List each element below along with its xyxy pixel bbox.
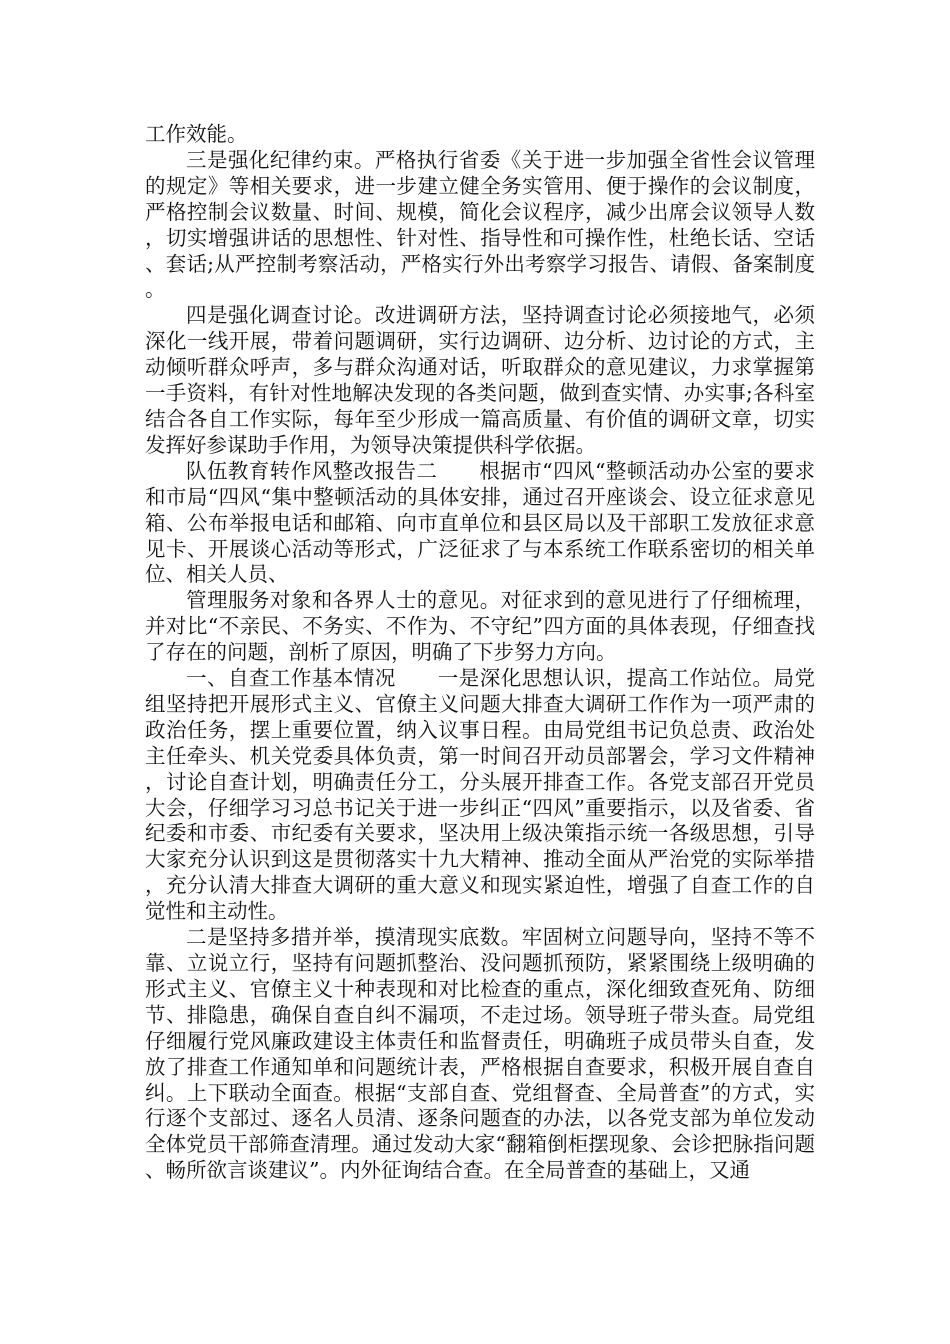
paragraph-self-check-overview: 一、自查工作基本情况 一是深化思想认识，提高工作站位。局党组坚持把开展形式主义、官僚主义问题大排查大调研工作作为一项严肃的政治任务，摆上重要位置，纳入议事日程。由局党组书记负总责、政治处主任牵头、机关党委具体负责，第一时间召开动员部署会，学习文件精神，讨论自查计划，明确责任分工，分头展开排查工作。各党支部召开党员大会，仔细学习习总书记关于进一步纠正“四风”重要指示，以及省委、省纪委和市委、市纪委有关要求，坚决用上级决策指示统一各级思想，引导大家充分认识到这是贯彻落实十九大精神、推动全面从严治党的实际举措，充分认清大排查大调研的重大意义和现实紧迫性，增强了自查工作的自觉性和主动性。 [145,666,815,924]
paragraph-discipline: 三是强化纪律约束。严格执行省委《关于进一步加强全省性会议管理的规定》等相关要求，进一步建立健全务实管用、便于操作的会议制度，严格控制会议数量、时间、规模，简化会议程序，减少出席会议领导人数，切实增强讲话的思想性、针对性、指导性和可操作性，杜绝长话、空话、套话;从严控制考察活动，严格实行外出考察学习报告、请假、备案制度。 [145,147,815,302]
paragraph-work-efficiency: 工作效能。 [145,122,248,146]
document-body [145,122,815,1184]
paragraph-report-two-intro: 队伍教育转作风整改报告二 根据市“四风“整顿活动办公室的要求和市局“四风“集中整顿活动的具体安排，通过召开座谈会、设立征求意见箱、公布举报电话和邮箱、向市直单位和县区局以及干部职工发放征求意见卡、开展谈心活动等形式，广泛征求了与本系统工作联系密切的相关单位、相关人员、 [145,458,815,587]
paragraph-investigation: 四是强化调查讨论。改进调研方法，坚持调查讨论必须接地气，必须深化一线开展，带着问题调研，实行边调研、边分析、边讨论的方式，主动倾听群众呼声，多与群众沟通对话，听取群众的意见建议，力求掌握第一手资料，有针对性地解决发现的各类问题，做到查实情、办实事;各科室结合各自工作实际，每年至少形成一篇高质量、有价值的调研文章，切实发挥好参谋助手作用，为领导决策提供科学依据。 [145,303,815,457]
paragraph-multiple-measures: 二是坚持多措并举，摸清现实底数。牢固树立问题导向，坚持不等不靠、立说立行，坚持有问题抓整治、没问题抓预防，紧紧围绕上级明确的形式主义、官僚主义十种表现和对比检查的重点，深化细致查死角、防细节、排隐患，确保自查自纠不漏项，不走过场。领导班子带头查。局党组仔细履行党风廉政建设主体责任和监督责任，明确班子成员带头自查，发放了排查工作通知单和问题统计表，严格根据自查要求，积极开展自查自纠。上下联动全面查。根据“支部自查、党组督查、全局普查”的方式，实行逐个支部过、逐名人员清、逐条问题查的办法，以各党支部为单位发动全体党员干部筛查清理。通过发动大家“翻箱倒柜摆现象、会诊把脉指问题、畅所欲言谈建议”。内外征询结合查。在全局普查的基础上，又通 [145,925,815,1183]
paragraph-opinion-review: 管理服务对象和各界人士的意见。对征求到的意见进行了仔细梳理，并对比“不亲民、不务实、不作为、不守纪”四方面的具体表现，仔细查找了存在的问题，剖析了原因，明确了下步努力方向。 [145,588,815,665]
